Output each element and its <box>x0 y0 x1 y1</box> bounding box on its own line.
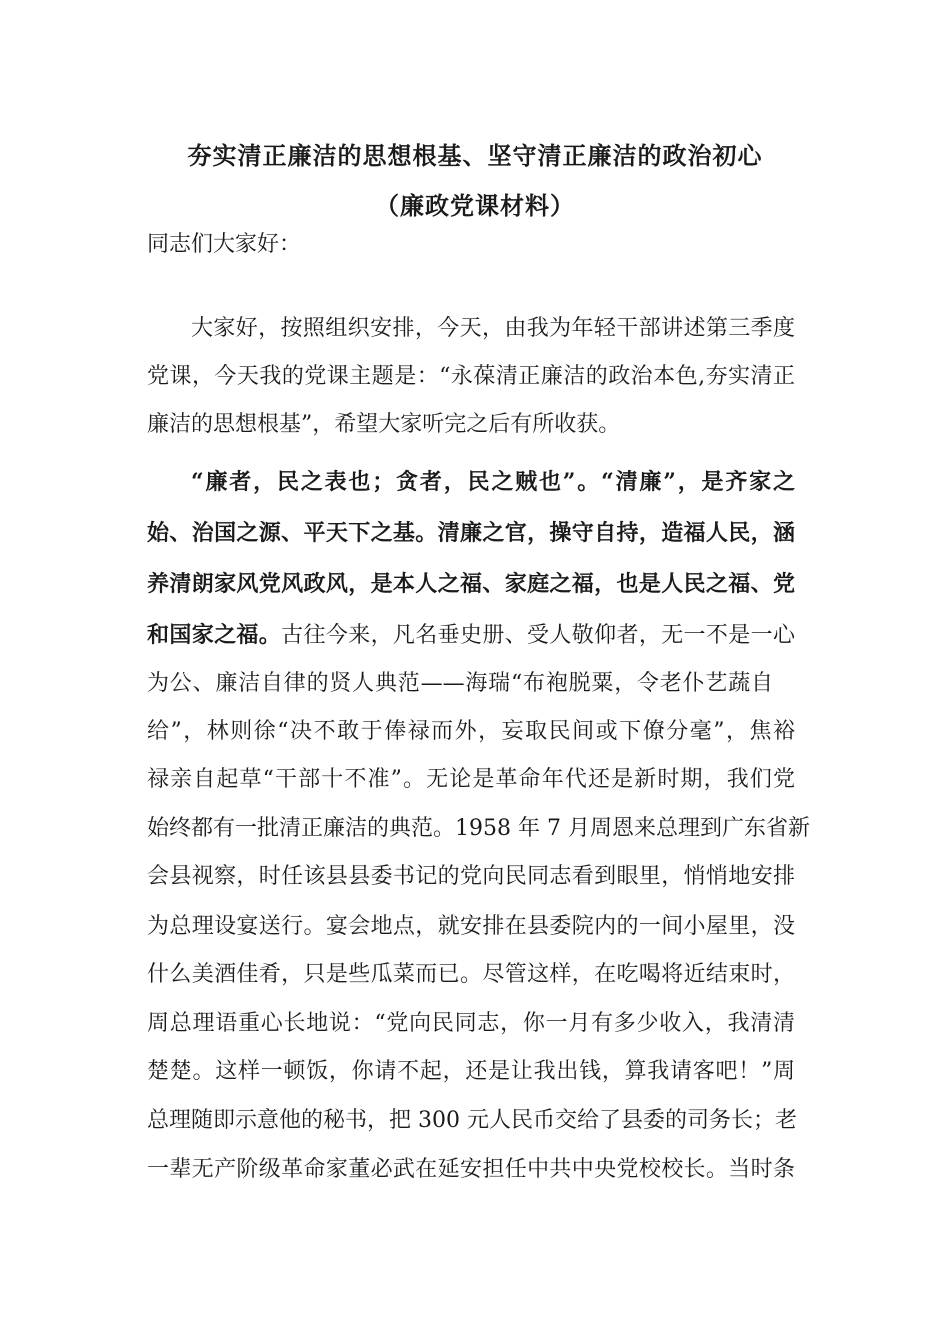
paragraph-2-line-7: 禄亲自起草“干部十不准”。无论是革命年代还是新时期，我们党 <box>147 767 795 792</box>
paragraph-2-line-5: 为公、廉洁自律的贤人典范——海瑞“布袍脱粟，令老仆艺蔬自 <box>147 671 773 696</box>
paragraph-2-bold-line-3: 养清朗家风党风政风，是本人之福、家庭之福，也是人民之福、党 <box>147 571 795 597</box>
paragraph-2-line-8: 始终都有一批清正廉洁的典范。1958 年 7 月周恩来总理到广东省新 <box>147 816 810 841</box>
paragraph-2-bold-line-2: 始、治国之源、平天下之基。清廉之官，操守自持，造福人民，涵 <box>147 520 795 546</box>
paragraph-2-line-11: 什么美酒佳肴，只是些瓜菜而已。尽管这样，在吃喝将近结束时， <box>147 962 795 987</box>
paragraph-2-line-12: 周总理语重心长地说：“党向民同志，你一月有多少收入，我清清 <box>147 1011 795 1036</box>
paragraph-1-line-1: 大家好，按照组织安排，今天，由我为年轻干部讲述第三季度 <box>191 316 795 341</box>
paragraph-1-line-3: 廉洁的思想根基”，希望大家听完之后有所收获。 <box>147 412 621 437</box>
paragraph-2-mixed-line <box>147 620 795 651</box>
document-subtitle: （廉政党课材料） <box>375 191 575 220</box>
paragraph-2-line-14: 总理随即示意他的秘书，把 300 元人民币交给了县委的司务长；老 <box>147 1108 797 1133</box>
paragraph-1-line-2: 党课，今天我的党课主题是：“永葆清正廉洁的政治本色,夯实清正 <box>147 364 795 389</box>
document-title: 夯实清正廉洁的思想根基、坚守清正廉洁的政治初心 <box>187 141 763 170</box>
paragraph-2-bold-tail: 和国家之福。 <box>147 622 282 648</box>
paragraph-2-line-6: 给”，林则徐“决不敢于俸禄而外，妄取民间或下僚分毫”，焦裕 <box>147 719 795 744</box>
greeting: 同志们大家好： <box>147 232 302 257</box>
paragraph-2-normal-head: 古往今来，凡名垂史册、受人敬仰者，无一不是一心 <box>281 623 795 648</box>
paragraph-2-line-15: 一辈无产阶级革命家董必武在延安担任中共中央党校校长。当时条 <box>147 1157 795 1182</box>
paragraph-2-bold-line-1: “廉者，民之表也；贪者，民之贼也”。“清廉”，是齐家之 <box>191 469 795 495</box>
paragraph-2-line-9: 会县视察，时任该县县委书记的党向民同志看到眼里，悄悄地安排 <box>147 864 795 889</box>
paragraph-2-line-10: 为总理设宴送行。宴会地点，就安排在县委院内的一间小屋里，没 <box>147 914 795 939</box>
paragraph-2-line-13: 楚楚。这样一顿饭，你请不起，还是让我出钱，算我请客吧！”周 <box>147 1059 795 1084</box>
